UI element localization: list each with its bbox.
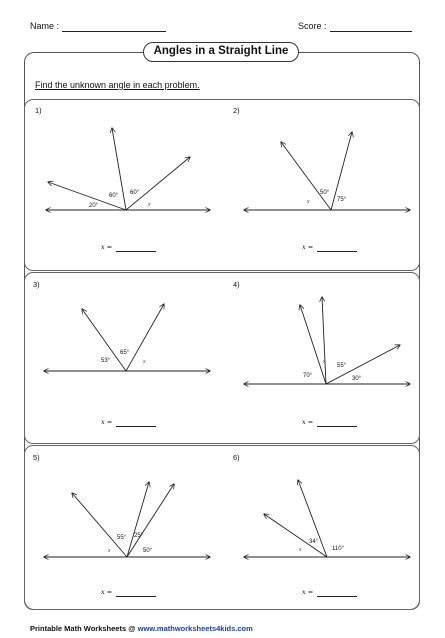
angle-label: 70° (303, 373, 313, 379)
angle-variable: x (143, 359, 146, 365)
name-label: Name : (30, 21, 60, 31)
answer-blank[interactable] (116, 596, 156, 597)
angle-label: 60° (109, 193, 119, 199)
footer-link[interactable]: www.mathworksheets4kids.com (137, 624, 253, 633)
ray (127, 484, 174, 557)
ray (126, 157, 190, 210)
angle-variable: x (108, 548, 111, 554)
answer-blank[interactable] (317, 251, 357, 252)
angle-variable: x (299, 547, 302, 553)
score-label: Score : (298, 21, 327, 31)
ray (281, 142, 331, 210)
angle-label: 20° (89, 203, 99, 209)
angle-label: 55° (337, 363, 347, 369)
answer-label: x = (101, 243, 113, 251)
problem-number: 2) (233, 106, 240, 115)
angle-label: 53° (101, 358, 111, 364)
answer-label: x = (101, 418, 113, 426)
ray (72, 493, 127, 557)
problem-number: 4) (233, 280, 240, 289)
ray (264, 514, 327, 557)
ray (127, 482, 149, 557)
angle-label: 50° (143, 548, 153, 554)
angle-label: 34° (309, 539, 319, 545)
problem-number: 5) (33, 453, 40, 462)
answer-blank[interactable] (317, 426, 357, 427)
answer-label: x = (302, 418, 314, 426)
answer-label: x = (302, 243, 314, 251)
angle-label: 65° (120, 350, 130, 356)
angle-variable: x (307, 199, 310, 205)
angle-label: 30° (352, 376, 362, 382)
angle-variable: x (148, 202, 151, 208)
angle-label: 75° (337, 197, 347, 203)
answer-blank[interactable] (116, 251, 156, 252)
answer-blank[interactable] (317, 596, 357, 597)
problem-number: 1) (35, 106, 42, 115)
angle-label: 25° (134, 533, 144, 539)
problem-number: 6) (233, 453, 240, 462)
angle-label: 110° (332, 546, 344, 552)
angle-label: 55° (117, 535, 127, 541)
answer-label: x = (101, 588, 113, 596)
answer-blank[interactable] (116, 426, 156, 427)
angle-label: 60° (130, 190, 140, 196)
ray (322, 297, 326, 384)
instruction-text: Find the unknown angle in each problem. (35, 80, 200, 90)
worksheet-title: Angles in a Straight Line (143, 42, 299, 62)
footer (30, 624, 253, 633)
answer-label: x = (302, 588, 314, 596)
angle-label: 50° (320, 190, 330, 196)
angle-variable: x (323, 359, 326, 365)
ray (298, 480, 327, 557)
footer-prefix: Printable Math Worksheets @ (30, 624, 138, 633)
problem-number: 3) (33, 280, 40, 289)
